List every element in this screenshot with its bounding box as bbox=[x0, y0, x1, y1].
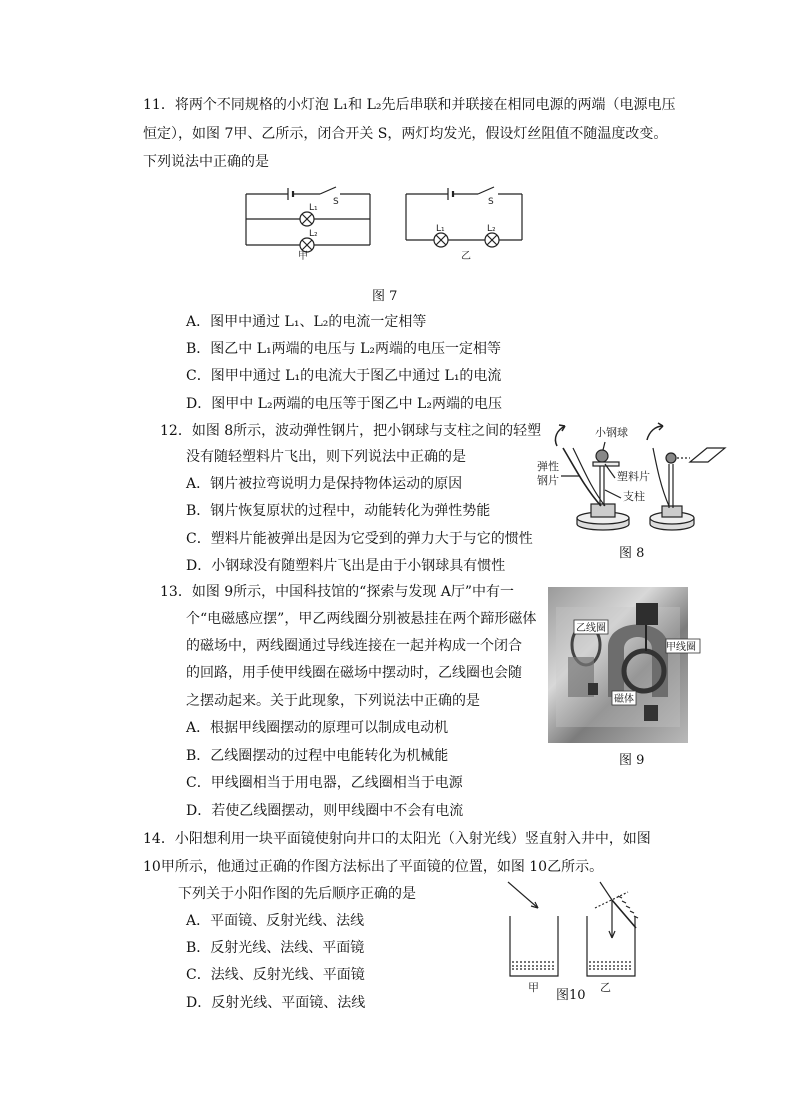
fig9-label-yi: 乙线圈 bbox=[576, 623, 606, 634]
q11-stem-line2: 恒定），如图 7甲、乙所示，闭合开关 S，两灯均发光，假设灯丝阻值不随温度改变。 bbox=[143, 126, 668, 142]
q11-option-c[interactable]: C．图甲中通过 L₁的电流大于图乙中通过 L₁的电流 bbox=[186, 368, 502, 384]
q11-option-a[interactable]: A．图甲中通过 L₁、L₂的电流一定相等 bbox=[186, 314, 427, 330]
q14-option-d[interactable]: D．反射光线、平面镜、法线 bbox=[186, 995, 366, 1011]
q13-stem-line1: 13．如图 9所示，中国科技馆的“探索与发现 A厅”中有一 bbox=[160, 584, 515, 600]
figure-8-spring-steel bbox=[535, 418, 735, 540]
q11-option-d[interactable]: D．图甲中 L₂两端的电压等于图乙中 L₂两端的电压 bbox=[186, 396, 502, 412]
fig9-label-jia: 甲线圈 bbox=[666, 642, 696, 653]
figure-10-wells bbox=[500, 878, 650, 1000]
q11-option-b[interactable]: B．图乙中 L₁两端的电压与 L₂两端的电压一定相等 bbox=[186, 341, 502, 357]
q13-stem-line3: 的磁场中，两线圈通过导线连接在一起并构成一个闭合 bbox=[186, 638, 522, 654]
fig7-caption: 图 7 bbox=[372, 289, 398, 304]
fig8-label-post: 支柱 bbox=[623, 490, 645, 503]
fig7-label-jia: 甲 bbox=[298, 251, 308, 262]
q13-option-b[interactable]: B．乙线圈摆动的过程中电能转化为机械能 bbox=[186, 748, 449, 764]
fig10-label-jia: 甲 bbox=[528, 981, 539, 994]
q12-option-d[interactable]: D．小钢球没有随塑料片飞出是由于小钢球具有惯性 bbox=[186, 558, 506, 574]
figure-9-photo bbox=[548, 587, 696, 743]
fig8-label-spring1: 弹性 bbox=[537, 460, 559, 473]
q13-stem-line2: 个“电磁感应摆”，甲乙两线圈分别被悬挂在两个蹄形磁体 bbox=[186, 611, 537, 627]
q14-option-b[interactable]: B．反射光线、法线、平面镜 bbox=[186, 940, 365, 956]
q14-stem-line2: 10甲所示，他通过正确的作图方法标出了平面镜的位置，如图 10乙所示。 bbox=[143, 859, 604, 875]
fig9-caption: 图 9 bbox=[619, 753, 645, 768]
figure-7-circuits bbox=[240, 180, 530, 265]
q14-stem-line3: 下列关于小阳作图的先后顺序正确的是 bbox=[178, 886, 416, 902]
fig7-label-l2-yi: L₂ bbox=[487, 224, 496, 234]
q12-stem-line1: 12．如图 8所示，波动弹性钢片，把小钢球与支柱之间的轻塑 bbox=[160, 423, 542, 439]
fig7-label-l1-jia: L₁ bbox=[309, 203, 318, 213]
q13-option-c[interactable]: C．甲线圈相当于用电器，乙线圈相当于电源 bbox=[186, 775, 463, 791]
fig10-caption: 图10 bbox=[556, 988, 586, 1003]
fig7-label-l2-jia: L₂ bbox=[309, 229, 318, 239]
fig9-label-magnet: 磁体 bbox=[614, 694, 634, 705]
q14-stem-line1: 14．小阳想利用一块平面镜使射向井口的太阳光（入射光线）竖直射入井中，如图 bbox=[143, 831, 651, 847]
q14-option-a[interactable]: A．平面镜、反射光线、法线 bbox=[186, 913, 365, 929]
fig8-label-spring2: 钢片 bbox=[537, 474, 559, 487]
q12-option-a[interactable]: A．钢片被拉弯说明力是保持物体运动的原因 bbox=[186, 476, 463, 492]
q14-option-c[interactable]: C．法线、反射光线、平面镜 bbox=[186, 967, 365, 983]
q13-option-d[interactable]: D．若使乙线圈摆动，则甲线圈中不会有电流 bbox=[186, 803, 464, 819]
fig7-label-l1-yi: L₁ bbox=[436, 224, 445, 234]
fig8-label-ball: 小钢球 bbox=[595, 426, 628, 439]
q12-option-b[interactable]: B．钢片恢复原状的过程中，动能转化为弹性势能 bbox=[186, 503, 491, 519]
fig8-label-plastic: 塑料片 bbox=[617, 470, 650, 483]
q13-stem-line4: 的回路，用手使甲线圈在磁场中摆动时，乙线圈也会随 bbox=[186, 665, 522, 681]
q12-stem-line2: 没有随轻塑料片飞出，则下列说法中正确的是 bbox=[186, 449, 466, 465]
fig7-label-s-yi: S bbox=[488, 197, 494, 207]
fig7-label-yi: 乙 bbox=[461, 251, 471, 262]
fig7-label-s-jia: S bbox=[333, 197, 339, 207]
q13-option-a[interactable]: A．根据甲线圈摆动的原理可以制成电动机 bbox=[186, 720, 449, 736]
q12-option-c[interactable]: C．塑料片能被弹出是因为它受到的弹力大于与它的惯性 bbox=[186, 531, 533, 547]
fig10-label-yi: 乙 bbox=[600, 981, 611, 994]
q11-stem-line3: 下列说法中正确的是 bbox=[143, 154, 269, 170]
q11-stem-line1: 11．将两个不同规格的小灯泡 L₁和 L₂先后串联和并联接在相同电源的两端（电源电压 bbox=[143, 97, 676, 113]
q13-stem-line5: 之摆动起来。关于此现象，下列说法中正确的是 bbox=[186, 693, 480, 709]
fig8-caption: 图 8 bbox=[619, 546, 645, 561]
